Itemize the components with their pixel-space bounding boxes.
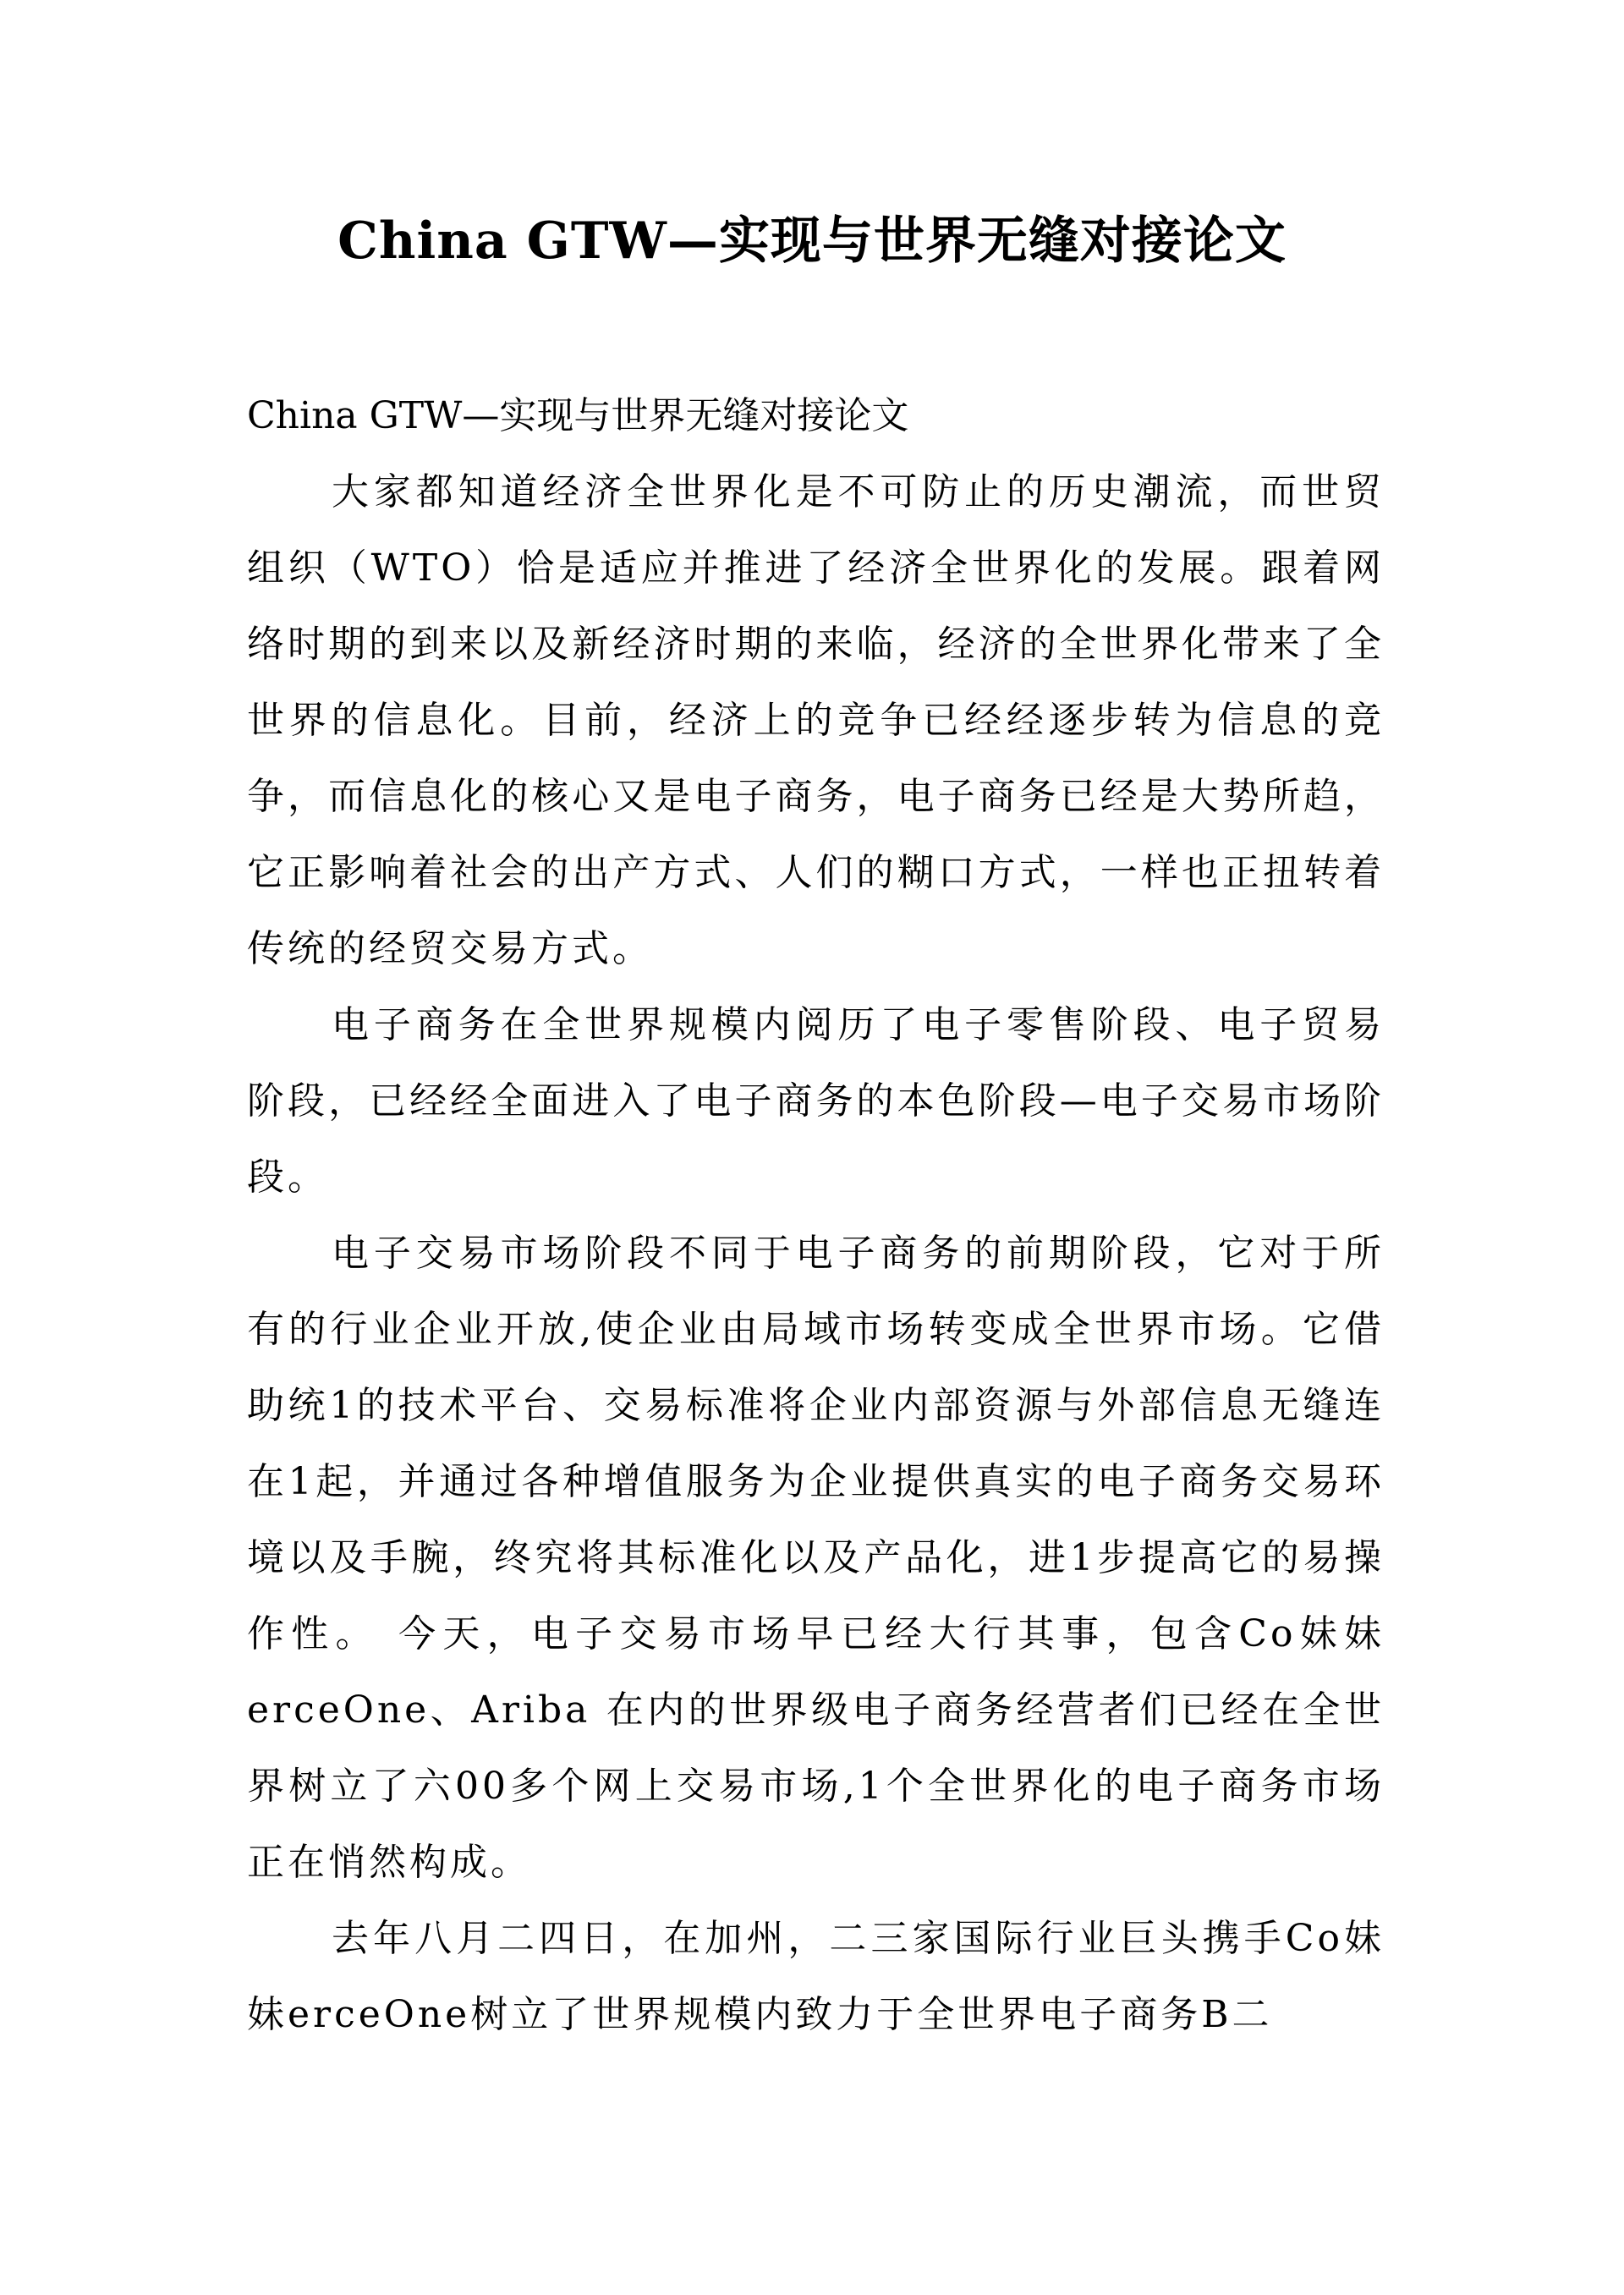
document-subtitle: China GTW—实现与世界无缝对接论文 — [247, 394, 909, 437]
paragraph-3: 电子交易市场阶段不同于电子商务的前期阶段，它对于所有的行业企业开放,使企业由局域市场转变成全世界市场。它借助统1的技术平台、交易标准将企业内部资源与外部信息无缝连在1起，并通过各种增值服务为企业提供真实的电子商务交易环境以及手腕，终究将其标准化以及产品化，进1步提高它的易操作性。 今天，电子交易市场早已经大行其事，包含Co妹妹erceOne、Ariba 在内的世界级电子商务经营者们已经在全世界树立了六00多个网上交易市场,1个全世界化的电子商务市场正在悄然构成。 — [247, 1232, 1385, 1884]
document-body — [247, 378, 1385, 2053]
paragraph-4: 去年八月二四日，在加州，二三家国际行业巨头携手Co妹妹erceOne树立了世界规模内致力于全世界电子商务B二 — [247, 1917, 1385, 2036]
document-title: China GTW—实现与世界无缝对接论文 — [337, 211, 1287, 271]
paragraph-1: 大家都知道经济全世界化是不可防止的历史潮流，而世贸组织（WTO）恰是适应并推进了经济全世界化的发展。跟着网络时期的到来以及新经济时期的来临，经济的全世界化带来了全世界的信息化。目前，经济上的竞争已经经逐步转为信息的竞争，而信息化的核心又是电子商务，电子商务已经是大势所趋，它正影响着社会的出产方式、人们的糊口方式，一样也正扭转着传统的经贸交易方式。 — [247, 470, 1385, 970]
paragraph-2: 电子商务在全世界规模内阅历了电子零售阶段、电子贸易阶段，已经经全面进入了电子商务的本色阶段—电子交易市场阶段。 — [247, 1003, 1385, 1199]
